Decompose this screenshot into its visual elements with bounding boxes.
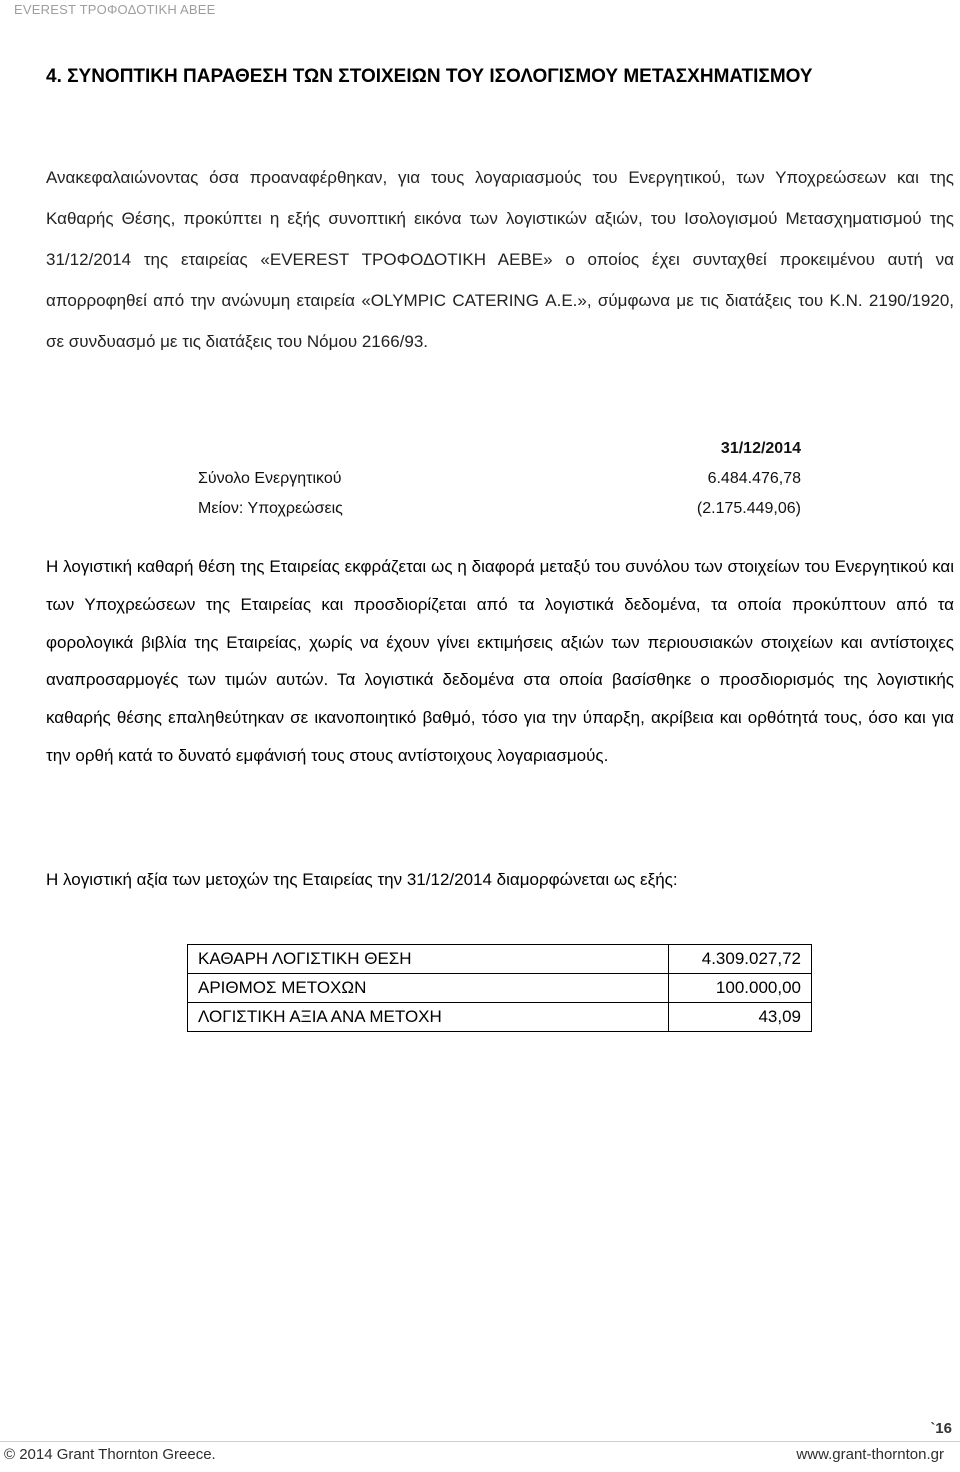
table-label-cell: ΑΡΙΘΜΟΣ ΜΕΤΟΧΩΝ [188,974,669,1003]
table-value-cell: 100.000,00 [669,974,812,1003]
balance-summary [198,434,801,524]
summary-date-header: 31/12/2014 [720,440,801,457]
table-value-cell: 4.309.027,72 [669,945,812,974]
table-row [188,945,812,974]
summary-label: Μείον: Υποχρεώσεις [198,500,343,517]
header-company-name: EVEREST ΤΡΟΦΟΔΟΤΙΚΗ ΑΒΕΕ [14,2,216,17]
table-row [188,974,812,1003]
footer-divider [0,1441,960,1442]
footer-website: www.grant-thornton.gr [796,1446,944,1463]
table-label-cell: ΚΑΘΑΡΗ ΛΟΓΙΣΤΙΚΗ ΘΕΣΗ [188,945,669,974]
page-number: `16 [930,1420,952,1437]
section-title: 4. ΣΥΝΟΠΤΙΚΗ ΠΑΡΑΘΕΣΗ ΤΩΝ ΣΤΟΙΧΕΙΩΝ ΤΟΥ ΙΣΟΛΟΓΙΣΜΟΥ ΜΕΤΑΣΧΗΜΑΤΙΣΜΟΥ [46,66,813,87]
share-value-paragraph: Η λογιστική αξία των μετοχών της Εταιρείας την 31/12/2014 διαμορφώνεται ως εξής: [46,870,678,889]
summary-label: Σύνολο Ενεργητικού [198,470,342,487]
summary-row [198,494,801,524]
intro-paragraph: Ανακεφαλαιώνοντας όσα προαναφέρθηκαν, για τους λογαριασμούς του Ενεργητικού, των Υποχρεώσεων και της Καθαρής Θέσης, προκύπτει η εξής συνοπτική εικόνα των λογιστικών αξιών, του Ισολογισμού Μετασχηματισμού της 31/12/2014 της εταιρείας «EVEREST ΤΡΟΦΟΔΟΤΙΚΗ ΑΕΒΕ» ο οποίος έχει συνταχθεί προκειμένου αυτή να απορροφηθεί από την ανώνυμη εταιρεία «OLYMPIC CATERING Α.Ε.», σύμφωνα με τις διατάξεις του Κ.Ν. 2190/1920, σε συνδυασμό με τις διατάξεις του Νόμου 2166/93. [46,168,954,351]
table-row [188,1003,812,1032]
summary-row [198,464,801,494]
summary-header-row [198,434,801,464]
table-value-cell: 43,09 [669,1003,812,1032]
summary-value: (2.175.449,06) [696,500,801,517]
net-position-paragraph: Η λογιστική καθαρή θέση της Εταιρείας εκφράζεται ως η διαφορά μεταξύ του συνόλου των στοιχείων του Ενεργητικού και των Υποχρεώσεων της Εταιρείας και προσδιορίζεται από τα λογιστικά δεδομένα, τα οποία προκύπτουν από τα φορολογικά βιβλία της Εταιρείας, χωρίς να έχουν γίνει εκτιμήσεις αξιών των περιουσιακών στοιχείων και αντίστοιχες αναπροσαρμογές των τιμών αυτών. Τα λογιστικά δεδομένα στα οποία βασίσθηκε ο προσδιορισμός της λογιστικής καθαρής θέσης επαληθεύτηκαν σε ικανοποιητικό βαθμό, τόσο για την ύπαρξη, ακρίβεια και ορθότητά τους, όσο και για την ορθή κατά το δυνατό εμφάνισή τους στους αντίστοιχους λογαριασμούς. [46,557,954,765]
share-value-table [187,944,812,1032]
table-label-cell: ΛΟΓΙΣΤΙΚΗ ΑΞΙΑ ΑΝΑ ΜΕΤΟΧΗ [188,1003,669,1032]
footer-copyright: © 2014 Grant Thornton Greece. [4,1446,216,1463]
summary-value: 6.484.476,78 [707,470,801,487]
